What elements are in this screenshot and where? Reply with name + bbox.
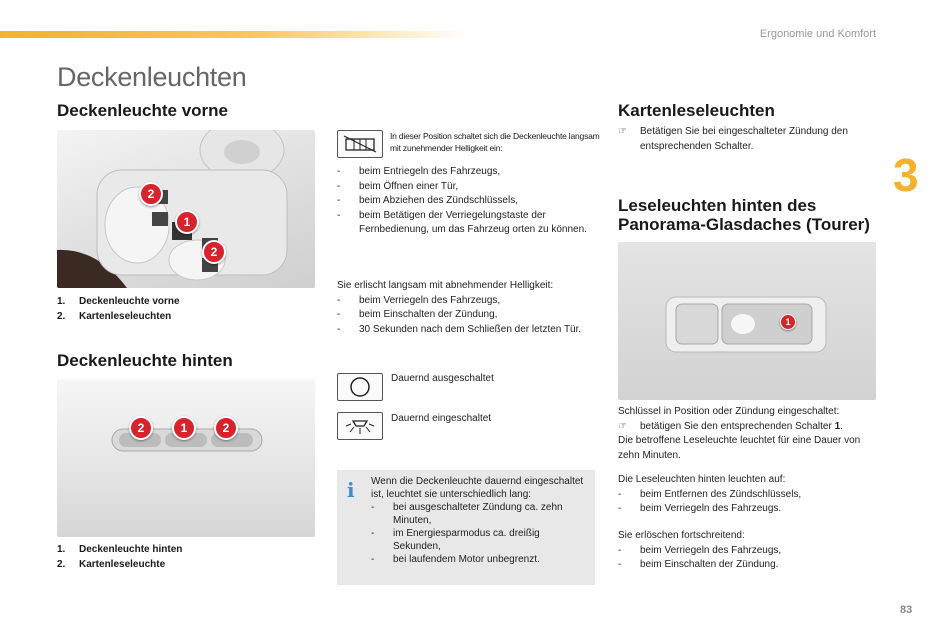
list-item: - beim Öffnen einer Tür, [337,180,592,195]
off-circle-icon [337,373,383,401]
auto-mode-text: In dieser Position schaltet sich die Deckenleuchte langsam mit zunehmender Helligkeit ein: [390,131,600,153]
caption-row [57,310,180,325]
rear-callout-1: 1 [172,416,196,440]
panorama-light-photo [618,242,876,400]
panorama-line-3: Die betroffene Leseleuchte leuchtet für eine Dauer von zehn Minuten. [618,435,861,461]
caption-number: 1. [57,296,66,307]
list-item: - beim Abziehen des Zündschlüssels, [337,194,592,209]
list-item: - beim Entfernen des Zündschlüssels, [618,488,868,503]
off-label: Dauernd ausgeschaltet [391,373,494,384]
rear-light-illustration [57,379,315,537]
caption-number: 2. [57,310,66,322]
on-conditions [337,165,592,238]
heading-front-light: Deckenleuchte vorne [57,101,229,120]
list-item: - beim Entriegeln des Fahrzeugs, [337,165,592,180]
list-item: - beim Einschalten der Zündung, [337,308,592,323]
heading-map-lights: Kartenleseleuchten [618,101,775,120]
list-item: - im Energiesparmodus ca. dreißig Sekunden, [371,527,587,553]
info-content [371,475,587,566]
rear-callout-2-right: 2 [214,416,238,440]
off-conditions [337,279,592,337]
caption-text: Kartenleseleuchte [79,558,166,570]
list-item: - bei ausgeschalteter Zündung ca. zehn Minuten, [371,501,587,527]
section-label: Ergonomie und Komfort [759,28,876,40]
panorama-line-2-text: betätigen Sie den entsprechenden Schalter [640,420,832,432]
list-item: - beim Einschalten der Zündung. [618,558,868,573]
list-item: - beim Verriegeln des Fahrzeugs, [337,294,592,309]
caption-text: Kartenleseleuchten [79,310,172,322]
info-icon: i [347,478,355,502]
rear-light-photo [57,379,315,537]
caption-number: 1. [57,544,66,555]
page-title: Deckenleuchten [57,62,247,92]
light-on-icon [337,412,383,440]
list-item: - 30 Sekunden nach dem Schließen der letzten Tür. [337,323,592,338]
list-item: - beim Betätigen der Verriegelungstaste der Fernbedienung, um das Fahrzeug orten zu können. [337,209,592,238]
panorama-line-1: Schlüssel in Position oder Zündung eingeschaltet: [618,406,840,417]
list-item: - beim Verriegeln des Fahrzeugs, [618,544,868,559]
switch-number: 1 [834,420,841,432]
front-captions [57,295,180,324]
heading-rear-light: Deckenleuchte hinten [57,351,233,370]
panorama-instructions [618,405,868,463]
info-text: Wenn die Deckenleuchte dauernd eingeschaltet ist, leuchtet sie unterschiedlich lang: [371,476,584,500]
off-intro: Sie erlischt langsam mit abnehmender Helligkeit: [337,280,554,291]
rear-captions [57,543,182,572]
list-item: - beim Verriegeln des Fahrzeugs. [618,502,868,517]
caption-row [57,543,182,558]
heading-panorama-lights: Leseleuchten hinten des Panorama-Glasdaches (Tourer) [618,196,870,234]
panorama-on-conditions [618,473,868,517]
panorama-off-conditions [618,529,868,573]
info-box [337,470,595,585]
front-callout-2-top: 2 [139,182,163,206]
page-number: 83 [900,604,913,616]
front-light-illustration [57,130,315,288]
chapter-number: 3 [893,149,919,201]
p3-intro: Sie erlöschen fortschreitend: [618,530,745,541]
caption-row [57,558,182,573]
auto-light-switch-icon [337,130,383,158]
pointing-hand-icon: ☞ [618,420,627,432]
on-label: Dauernd eingeschaltet [391,413,492,424]
front-light-photo [57,130,315,288]
front-callout-2-bottom: 2 [202,240,226,264]
panorama-callout-1: 1 [780,314,796,330]
caption-row [57,295,180,310]
front-callout-1: 1 [175,210,199,234]
list-item: - bei laufendem Motor unbegrenzt. [371,553,587,566]
map-light-text: Betätigen Sie bei eingeschalteter Zündung den entsprechenden Schalter. [640,126,848,152]
p2-intro: Die Leseleuchten hinten leuchten auf: [618,474,786,485]
rear-callout-2-left: 2 [129,416,153,440]
caption-text: Deckenleuchte vorne [79,296,180,307]
caption-number: 2. [57,558,66,570]
header-accent-bar [0,31,470,38]
panorama-line-2: ☞ betätigen Sie den entsprechenden Schalter 1. [618,420,868,435]
pointing-hand-icon: ☞ [618,126,627,137]
caption-text: Deckenleuchte hinten [79,544,183,555]
panorama-light-illustration [618,242,876,400]
